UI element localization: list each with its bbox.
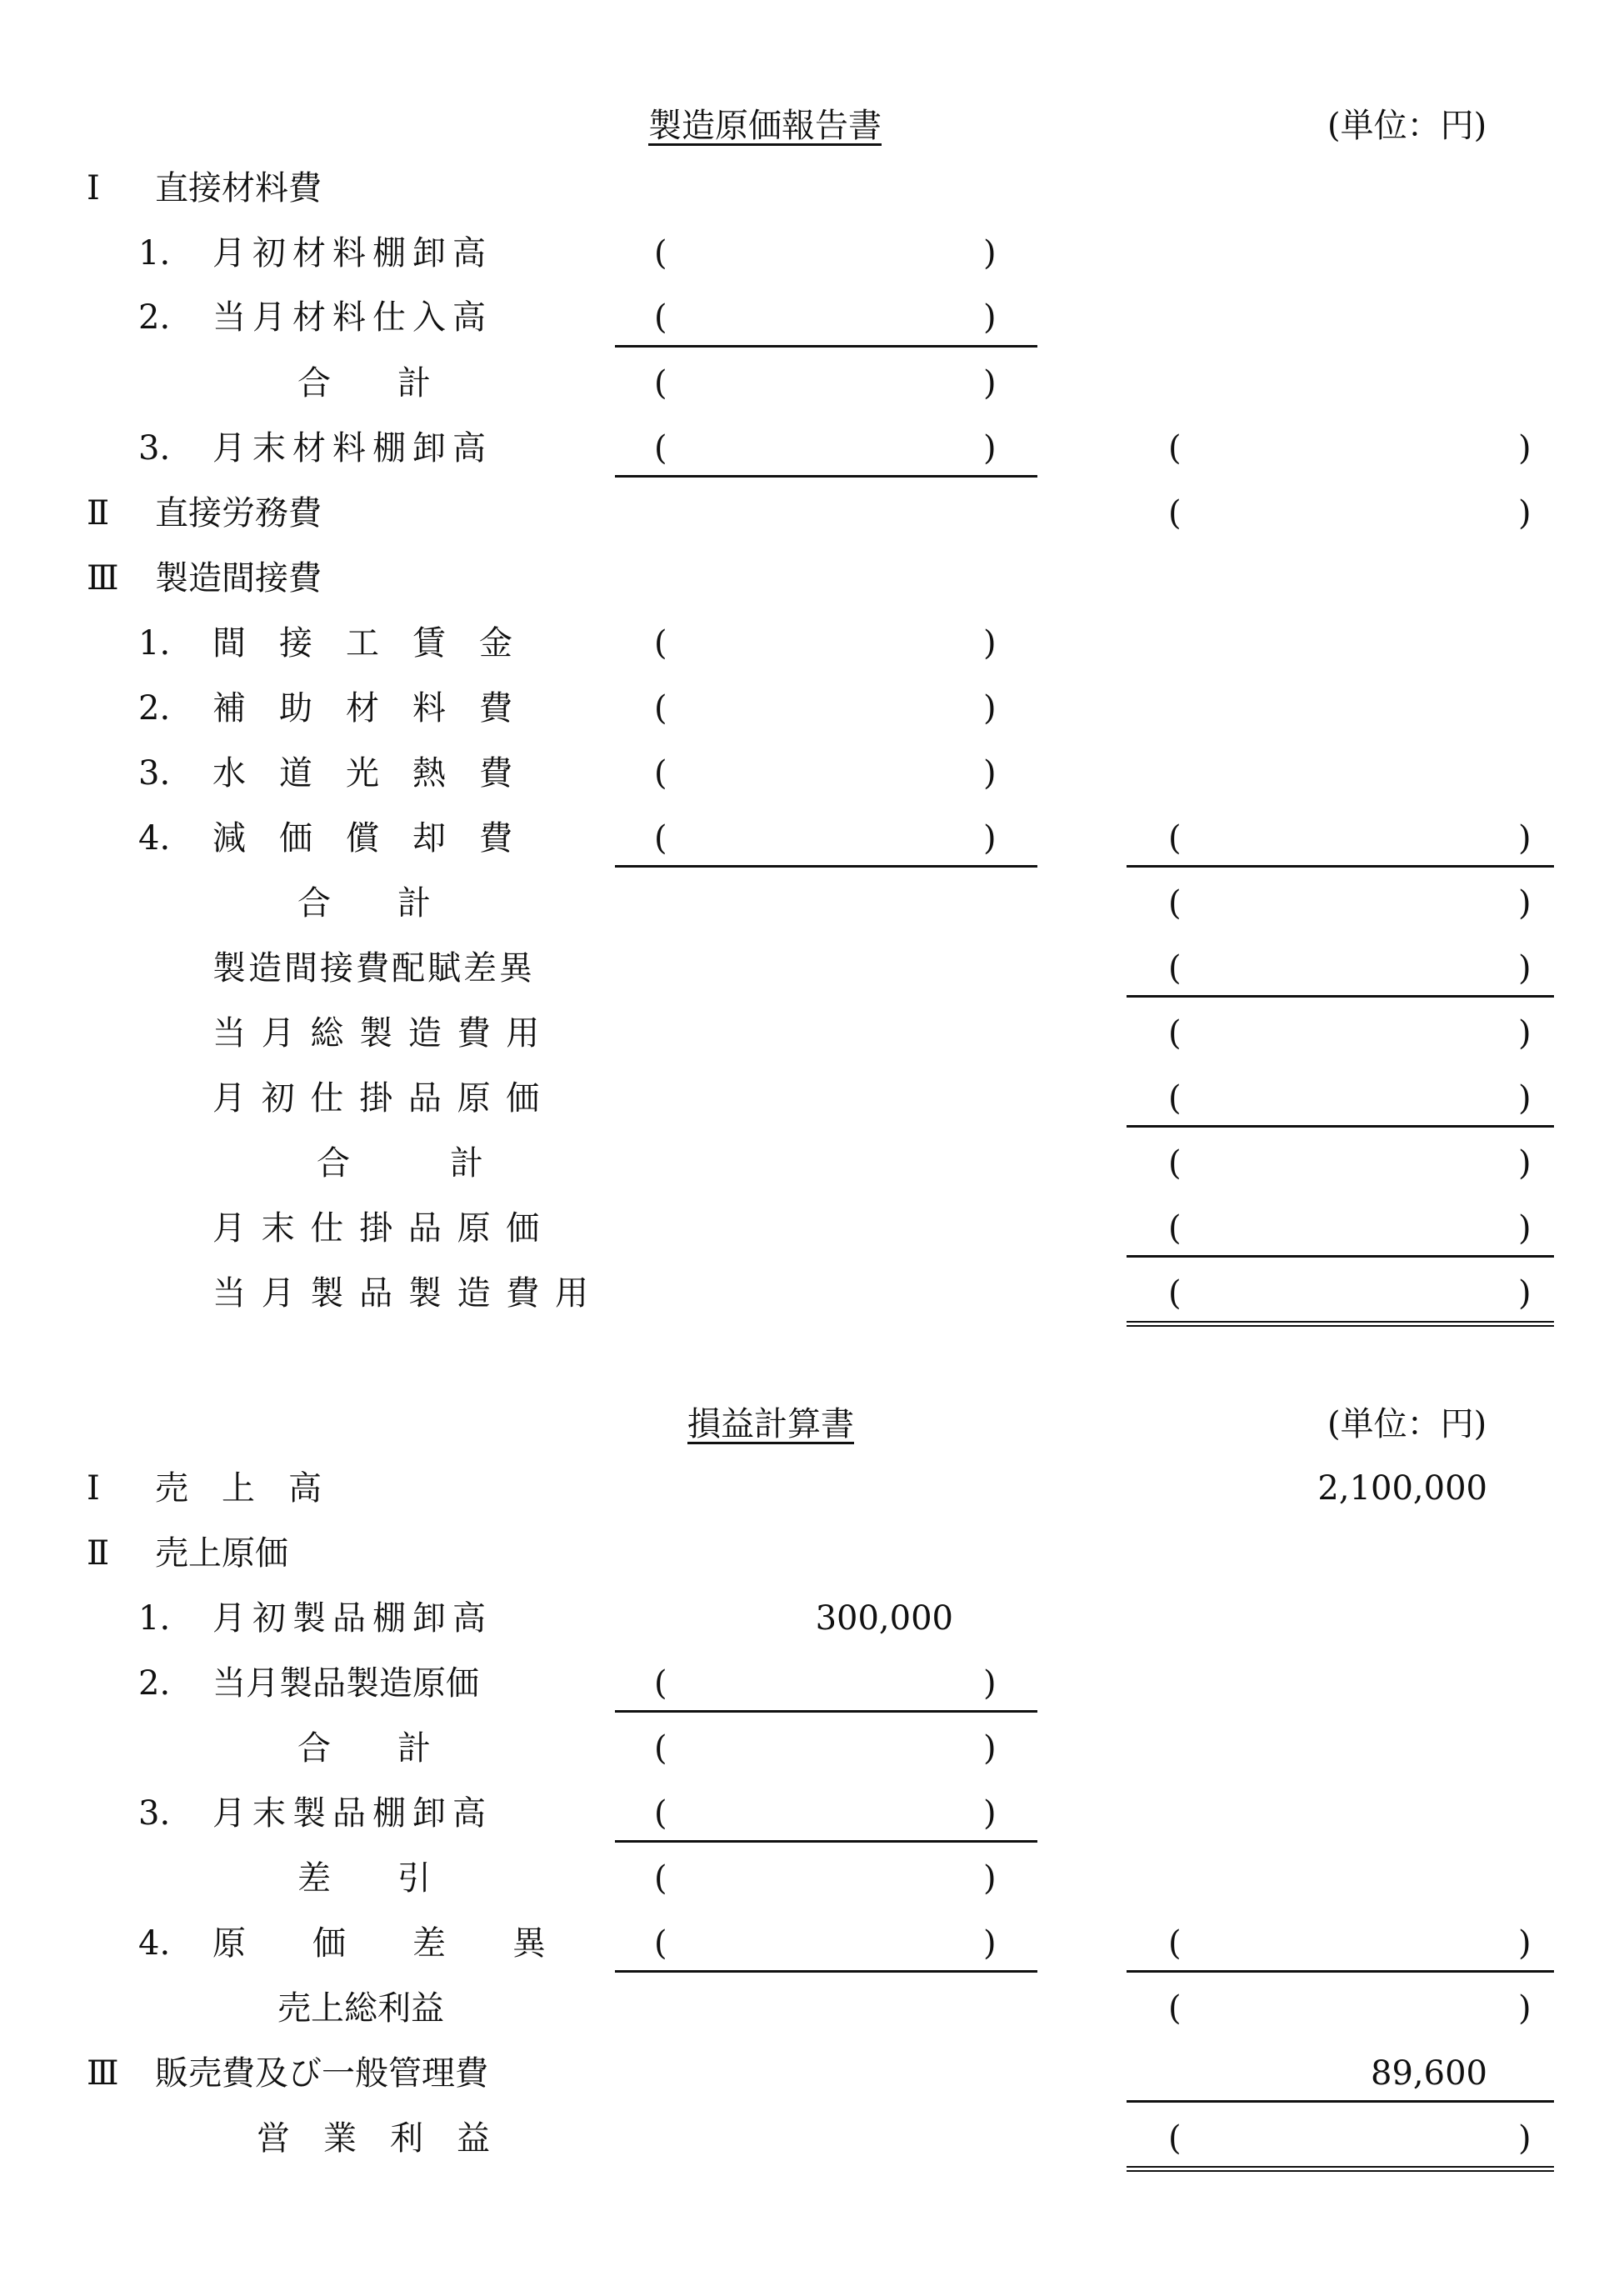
row-label: 月 初 仕 掛 品 原 価 [212, 1079, 542, 1118]
paren-open: ( [1168, 819, 1182, 858]
paren-open: ( [1168, 494, 1182, 533]
row-label: 補 助 材 料 費 [212, 689, 512, 728]
paren-close: ) [983, 1859, 997, 1898]
paren-close: ) [983, 624, 997, 663]
paren-open: ( [1168, 1014, 1182, 1053]
section-label: 売上原価 [155, 1534, 288, 1573]
row-number: 4. [138, 819, 171, 858]
row-label: 原 価 差 異 [212, 1924, 546, 1963]
paren-close: ) [983, 234, 997, 273]
paren-open: ( [1168, 884, 1182, 923]
paren-close: ) [1518, 494, 1532, 533]
row-label: 製造間接費配賦差異 [212, 949, 535, 988]
paren-open: ( [654, 1729, 667, 1768]
paren-open: ( [654, 1924, 667, 1963]
row-label: 合 計 [317, 1144, 483, 1183]
row-label: 水 道 光 熱 費 [212, 754, 512, 793]
row-label: 月末製品棚卸高 [212, 1794, 492, 1833]
paren-close: ) [1518, 1989, 1532, 2028]
section-label: 売 上 高 [155, 1469, 322, 1508]
report2-title: 損益計算書 [687, 1405, 854, 1443]
paren-close: ) [983, 689, 997, 728]
paren-open: ( [654, 689, 667, 728]
paren-close: ) [1518, 1014, 1532, 1053]
row-number: 3. [138, 429, 171, 468]
paren-open: ( [1168, 429, 1182, 468]
paren-open: ( [654, 624, 667, 663]
paren-close: ) [1518, 1209, 1532, 1248]
paren-close: ) [1518, 819, 1532, 858]
subtotal-rule [1127, 995, 1554, 998]
paren-open: ( [654, 234, 667, 273]
paren-close: ) [983, 364, 997, 403]
subtotal-rule [615, 345, 1037, 348]
section-number: Ⅰ [87, 169, 100, 208]
row-number: 3. [138, 754, 171, 793]
subtotal-rule [615, 1710, 1037, 1713]
row-number: 3. [138, 1794, 171, 1833]
paren-open: ( [1168, 1924, 1182, 1963]
paren-open: ( [654, 298, 667, 337]
section-label: 製造間接費 [155, 559, 322, 598]
section-label: 直接労務費 [155, 494, 322, 533]
row-label: 当 月 製 品 製 造 費 用 [212, 1274, 592, 1313]
row-label: 差 引 [297, 1859, 431, 1898]
subtotal-rule [1127, 865, 1554, 868]
subtotal-rule [1127, 1970, 1554, 1973]
row-label: 売上総利益 [277, 1989, 444, 2028]
paren-close: ) [1518, 1079, 1532, 1118]
paren-open: ( [1168, 1209, 1182, 1248]
section-label: 販売費及び一般管理費 [155, 2054, 488, 2093]
paren-close: ) [983, 298, 997, 337]
section-number: Ⅱ [87, 1534, 110, 1573]
row-label: 月初製品棚卸高 [212, 1599, 492, 1638]
paren-close: ) [983, 1924, 997, 1963]
row-number: 2. [138, 689, 171, 728]
opening-product-value: 300,000 [815, 1599, 953, 1638]
row-number: 1. [138, 1599, 171, 1638]
subtotal-rule [615, 1970, 1037, 1973]
row-label: 営 業 利 益 [257, 2119, 490, 2158]
paren-open: ( [654, 1794, 667, 1833]
total-double-rule [1127, 2166, 1554, 2172]
paren-close: ) [1518, 1924, 1532, 1963]
paren-open: ( [1168, 1079, 1182, 1118]
paren-open: ( [1168, 1989, 1182, 2028]
row-label: 当月材料仕入高 [212, 298, 492, 337]
row-label: 当月製品製造原価 [212, 1664, 479, 1703]
row-label: 合 計 [297, 884, 431, 923]
report1-unit: (単位：円) [1327, 107, 1487, 145]
paren-close: ) [983, 1794, 997, 1833]
subtotal-rule [1127, 2100, 1554, 2103]
row-number: 2. [138, 1664, 171, 1703]
row-number: 2. [138, 298, 171, 337]
row-label: 月初材料棚卸高 [212, 234, 492, 273]
paren-close: ) [983, 1729, 997, 1768]
row-label: 合 計 [297, 364, 431, 403]
row-label: 間 接 工 賃 金 [212, 624, 512, 663]
report1-title: 製造原価報告書 [648, 107, 882, 145]
paren-open: ( [654, 754, 667, 793]
row-label: 月末材料棚卸高 [212, 429, 492, 468]
paren-open: ( [654, 1664, 667, 1703]
section-number: Ⅲ [87, 2054, 119, 2093]
paren-close: ) [983, 819, 997, 858]
paren-open: ( [654, 819, 667, 858]
paren-close: ) [1518, 1144, 1532, 1183]
paren-close: ) [1518, 429, 1532, 468]
sales-value: 2,100,000 [1317, 1469, 1487, 1508]
section-label: 直接材料費 [155, 169, 322, 208]
paren-open: ( [1168, 1274, 1182, 1313]
paren-open: ( [1168, 949, 1182, 988]
paren-close: ) [983, 754, 997, 793]
subtotal-rule [1127, 1255, 1554, 1258]
section-number: Ⅱ [87, 494, 110, 533]
row-number: 4. [138, 1924, 171, 1963]
row-number: 1. [138, 234, 171, 273]
paren-close: ) [1518, 884, 1532, 923]
paren-open: ( [1168, 1144, 1182, 1183]
section-number: Ⅰ [87, 1469, 100, 1508]
row-label: 減 価 償 却 費 [212, 819, 512, 858]
paren-close: ) [1518, 2119, 1532, 2158]
row-label: 合 計 [297, 1729, 431, 1768]
subtotal-rule [615, 475, 1037, 478]
paren-open: ( [654, 429, 667, 468]
paren-open: ( [654, 364, 667, 403]
paren-close: ) [1518, 949, 1532, 988]
row-label: 月 末 仕 掛 品 原 価 [212, 1209, 542, 1248]
total-double-rule [1127, 1321, 1554, 1327]
subtotal-rule [1127, 1125, 1554, 1128]
subtotal-rule [615, 1840, 1037, 1843]
report2-unit: (単位：円) [1327, 1405, 1487, 1443]
row-number: 1. [138, 624, 171, 663]
paren-open: ( [654, 1859, 667, 1898]
row-label: 当 月 総 製 造 費 用 [212, 1014, 542, 1053]
section-number: Ⅲ [87, 559, 119, 598]
subtotal-rule [615, 865, 1037, 868]
paren-close: ) [983, 1664, 997, 1703]
paren-close: ) [983, 429, 997, 468]
paren-open: ( [1168, 2119, 1182, 2158]
paren-close: ) [1518, 1274, 1532, 1313]
sga-value: 89,600 [1371, 2054, 1487, 2093]
